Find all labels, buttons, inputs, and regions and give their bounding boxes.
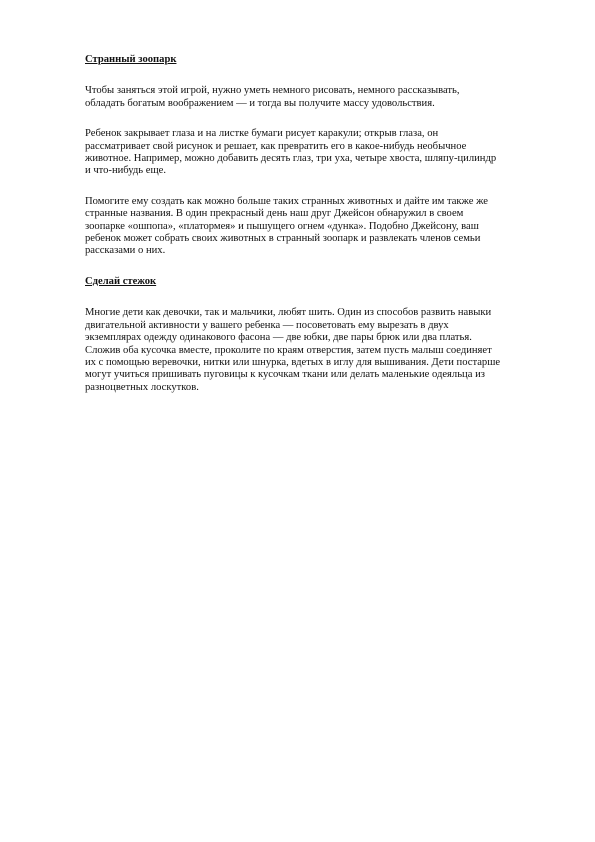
paragraph-sewing xyxy=(85,307,525,394)
paragraph-intro xyxy=(85,85,525,110)
text-line: рассказами о них. xyxy=(85,245,166,257)
text-line: рассматривает свой рисунок и решает, как превратить его в какое-нибудь необычное xyxy=(85,140,467,152)
document-page xyxy=(85,54,525,412)
text-line: и что-нибудь еще. xyxy=(85,165,166,177)
text-line: их с помощью веревочки, нитки или шнурка, вдетых в иглу для вышивания. Дети постарше xyxy=(85,356,501,368)
section-title-strange-zoo: Странный зоопарк xyxy=(85,54,177,65)
text-line: странные названия. В один прекрасный день наш друг Джейсон обнаружил в своем xyxy=(85,208,464,220)
text-line: Помогите ему создать как можно больше таких странных животных и дайте им также же xyxy=(85,195,488,207)
section-title-make-stitch: Сделай стежок xyxy=(85,275,157,287)
text-line: могут учиться пришивать пуговицы к кусочкам ткани или делать маленькие одеяльца из xyxy=(85,369,485,381)
text-line: экземплярах одежду одинакового фасона — две юбки, две пары брюк или два платья. xyxy=(85,332,472,344)
text-line: обладать богатым воображением — и тогда вы получите массу удовольствия. xyxy=(85,97,435,109)
text-line: разноцветных лоскутков. xyxy=(85,381,199,393)
text-line: Чтобы заняться этой игрой, нужно уметь немного рисовать, немного рассказывать, xyxy=(85,85,460,97)
paragraph-scribbles xyxy=(85,128,525,178)
text-line: Многие дети как девочки, так и мальчики, любят шить. Один из способов развить навыки xyxy=(85,307,492,319)
text-line: двигательной активности у вашего ребенка — посоветовать ему вырезать в двух xyxy=(85,319,449,331)
text-line: животное. Например, можно добавить десять глаз, три уха, четыре хвоста, шляпу-цилиндр xyxy=(85,153,497,165)
text-line: Сложив оба кусочка вместе, проколите по краям отверстия, затем пусть малыш соединяет xyxy=(85,344,492,356)
text-line: зоопарке «ошпопа», «платормея» и пышущего огнем «дунка». Подобно Джейсону, ваш xyxy=(85,220,479,232)
paragraph-names xyxy=(85,196,525,258)
text-line: Ребенок закрывает глаза и на листке бумаги рисует каракули; открыв глаза, он xyxy=(85,128,439,140)
text-line: ребенок может собрать своих животных в странный зоопарк и развлекать членов семьи xyxy=(85,233,481,245)
